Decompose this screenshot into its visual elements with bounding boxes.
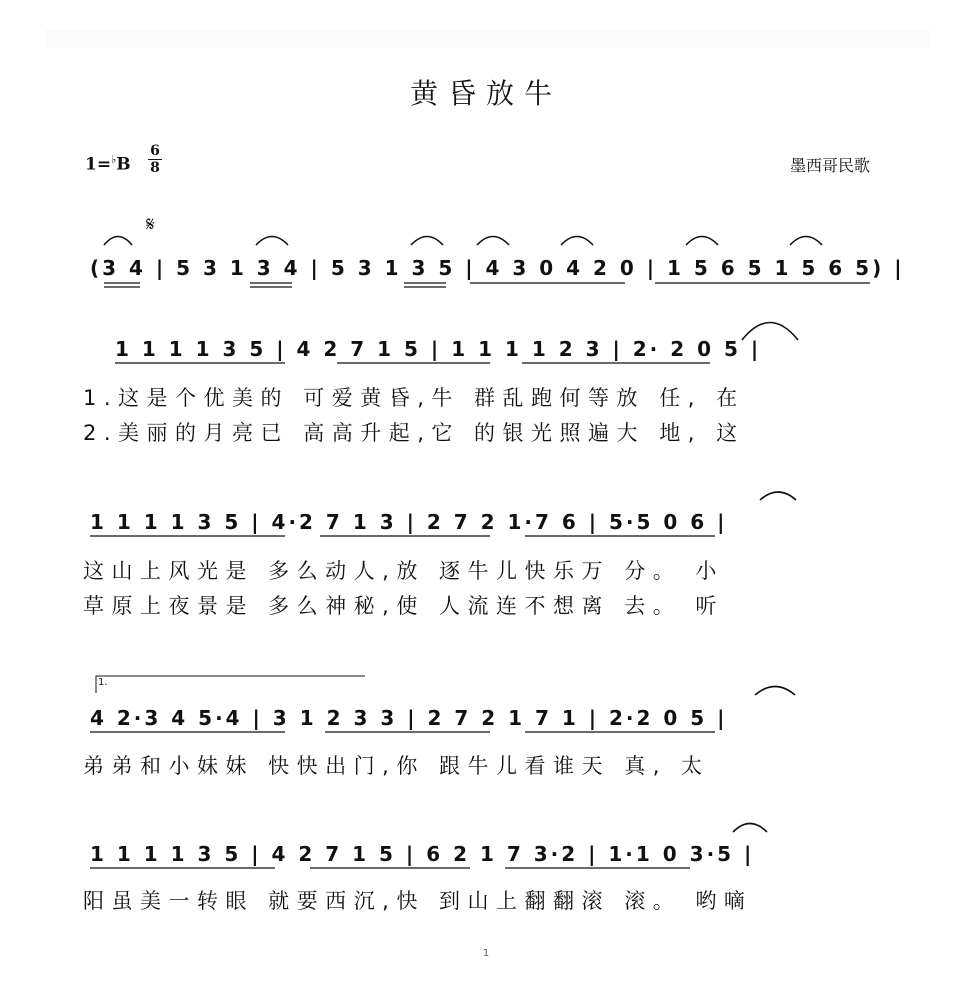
notation-line-1: 1 1 1 1 3 5 | 4 2 7 1 5 | 1 1 1 1 2 3 | 2· 2 0 5 | — [115, 337, 762, 361]
slur-mark — [760, 492, 796, 500]
page-title: 黄昏放牛 — [409, 77, 562, 110]
lyric-line-2-verse-2: 草原上夜景是 多么神秘,使 人流连不想离 去。 听 — [83, 594, 724, 618]
meter-top: 6 — [150, 143, 160, 159]
lyric-line-1-verse-1: 1.这是个优美的 可爱黄昏,牛 群乱跑何等放 任, 在 — [83, 386, 745, 410]
volta-bracket — [96, 676, 365, 693]
key-signature: 1=♭B — [85, 153, 131, 175]
song-source: 墨西哥民歌 — [790, 156, 871, 175]
slur-mark — [686, 237, 718, 246]
segno-icon: 𝄋 — [146, 212, 155, 236]
notation-line-3: 4 2·3 4 5·4 | 3 1 2 3 3 | 2 7 2 1 7 1 | 2·2 0 5 | — [90, 706, 728, 730]
notation-line-4: 1 1 1 1 3 5 | 4 2 7 1 5 | 6 2 1 7 3·2 | 1·1 0 3·5 | — [90, 842, 755, 866]
slur-mark — [561, 237, 593, 246]
flat-sign: ♭ — [111, 153, 117, 166]
meter-bottom: 8 — [150, 160, 160, 176]
volta-label: 1. — [98, 677, 108, 688]
slur-mark — [742, 323, 798, 341]
slur-mark — [411, 237, 443, 246]
slur-mark — [104, 237, 132, 246]
slur-mark — [733, 824, 767, 833]
lyric-line-4: 阳虽美一转眼 就要西沉,快 到山上翻翻滚 滚。 哟嘀 — [83, 889, 753, 913]
notation-line-2: 1 1 1 1 3 5 | 4·2 7 1 3 | 2 7 2 1·7 6 | 5·5 0 6 | — [90, 510, 728, 534]
slur-mark — [477, 237, 509, 246]
page-number: 1 — [482, 948, 490, 959]
slur-mark — [256, 237, 288, 246]
lyric-line-3: 弟弟和小妹妹 快快出门,你 跟牛儿看谁天 真, 太 — [83, 754, 710, 778]
lyric-line-2-verse-1: 这山上风光是 多么动人,放 逐牛儿快乐万 分。 小 — [83, 559, 724, 583]
notation-line-intro: (3 4 | 5 3 1 3 4 | 5 3 1 3 5 | 4 3 0 4 2 0 | 1 5 6 5 1 5 6 5) | — [90, 256, 905, 280]
lyric-line-1-verse-2: 2.美丽的月亮已 高高升起,它 的银光照遍大 地, 这 — [83, 421, 745, 445]
slur-mark — [755, 687, 795, 696]
slur-mark — [790, 237, 822, 246]
